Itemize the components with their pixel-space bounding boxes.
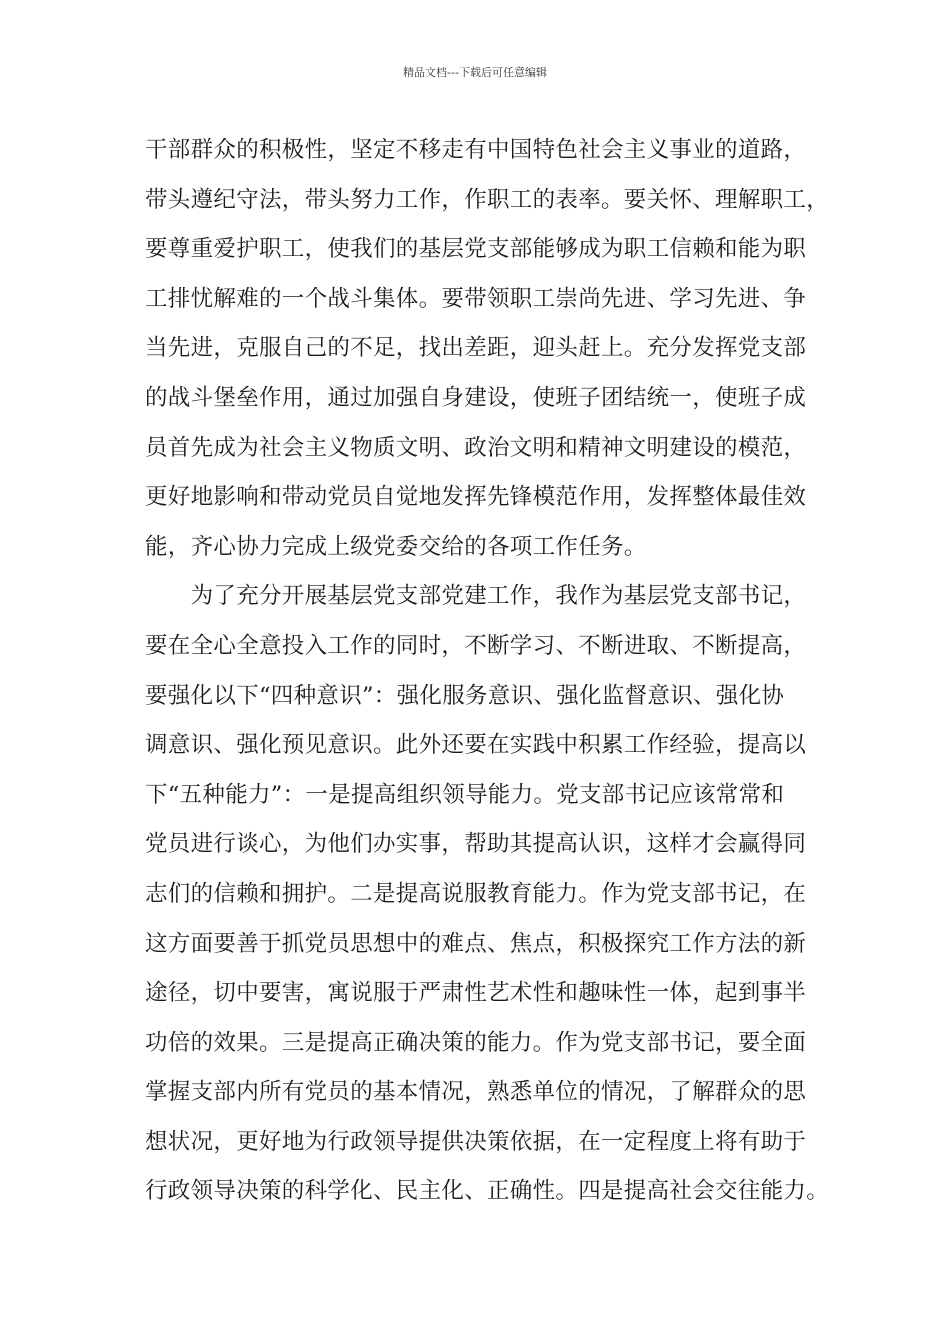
text-line: 为了充分开展基层党支部党建工作，我作为基层党支部书记， xyxy=(145,583,807,610)
text-line: 途径，切中要害，寓说服于严肃性艺术性和趣味性一体，起到事半 xyxy=(145,980,807,1007)
text-line: 功倍的效果。三是提高正确决策的能力。作为党支部书记，要全面 xyxy=(145,1029,807,1056)
text-line: 能，齐心协力完成上级党委交给的各项工作任务。 xyxy=(145,533,647,560)
text-line: 调意识、强化预见意识。此外还要在实践中积累工作经验，提高以 xyxy=(145,732,807,759)
text-line: 行政领导决策的科学化、民主化、正确性。四是提高社会交往能力。 xyxy=(145,1178,830,1205)
text-line: 想状况，更好地为行政领导提供决策依据，在一定程度上将有助于 xyxy=(145,1128,807,1155)
text-line: 干部群众的积极性，坚定不移走有中国特色社会主义事业的道路， xyxy=(145,137,807,163)
text-line: 要尊重爱护职工，使我们的基层党支部能够成为职工信赖和能为职 xyxy=(145,236,807,263)
text-line: 党员进行谈心，为他们办实事，帮助其提高认识，这样才会赢得同 xyxy=(145,831,807,858)
body-text xyxy=(145,126,835,1217)
text-line: 工排忧解难的一个战斗集体。要带领职工崇尚先进、学习先进、争 xyxy=(145,285,807,312)
text-line: 带头遵纪守法，带头努力工作，作职工的表率。要关怀、理解职工， xyxy=(145,186,830,213)
page-header: 精品文档---下载后可任意编辑 xyxy=(403,66,547,79)
text-line: 更好地影响和带动党员自觉地发挥先锋模范作用，发挥整体最佳效 xyxy=(145,484,807,511)
text-line: 志们的信赖和拥护。二是提高说服教育能力。作为党支部书记，在 xyxy=(145,880,807,907)
text-line: 这方面要善于抓党员思想中的难点、焦点，积极探究工作方法的新 xyxy=(145,930,807,957)
text-line: 员首先成为社会主义物质文明、政治文明和精神文明建设的模范， xyxy=(145,434,807,461)
text-line: 掌握支部内所有党员的基本情况，熟悉单位的情况，了解群众的思 xyxy=(145,1079,807,1106)
text-line: 要在全心全意投入工作的同时，不断学习、不断进取、不断提高， xyxy=(145,632,807,659)
text-line: 当先进，克服自己的不足，找出差距，迎头赶上。充分发挥党支部 xyxy=(145,335,807,362)
text-line: 下“五种能力”：一是提高组织领导能力。党支部书记应该常常和 xyxy=(145,781,785,808)
text-line: 的战斗堡垒作用，通过加强自身建设，使班子团结统一，使班子成 xyxy=(145,384,807,411)
text-line: 要强化以下“四种意识”：强化服务意识、强化监督意识、强化协 xyxy=(145,682,785,709)
